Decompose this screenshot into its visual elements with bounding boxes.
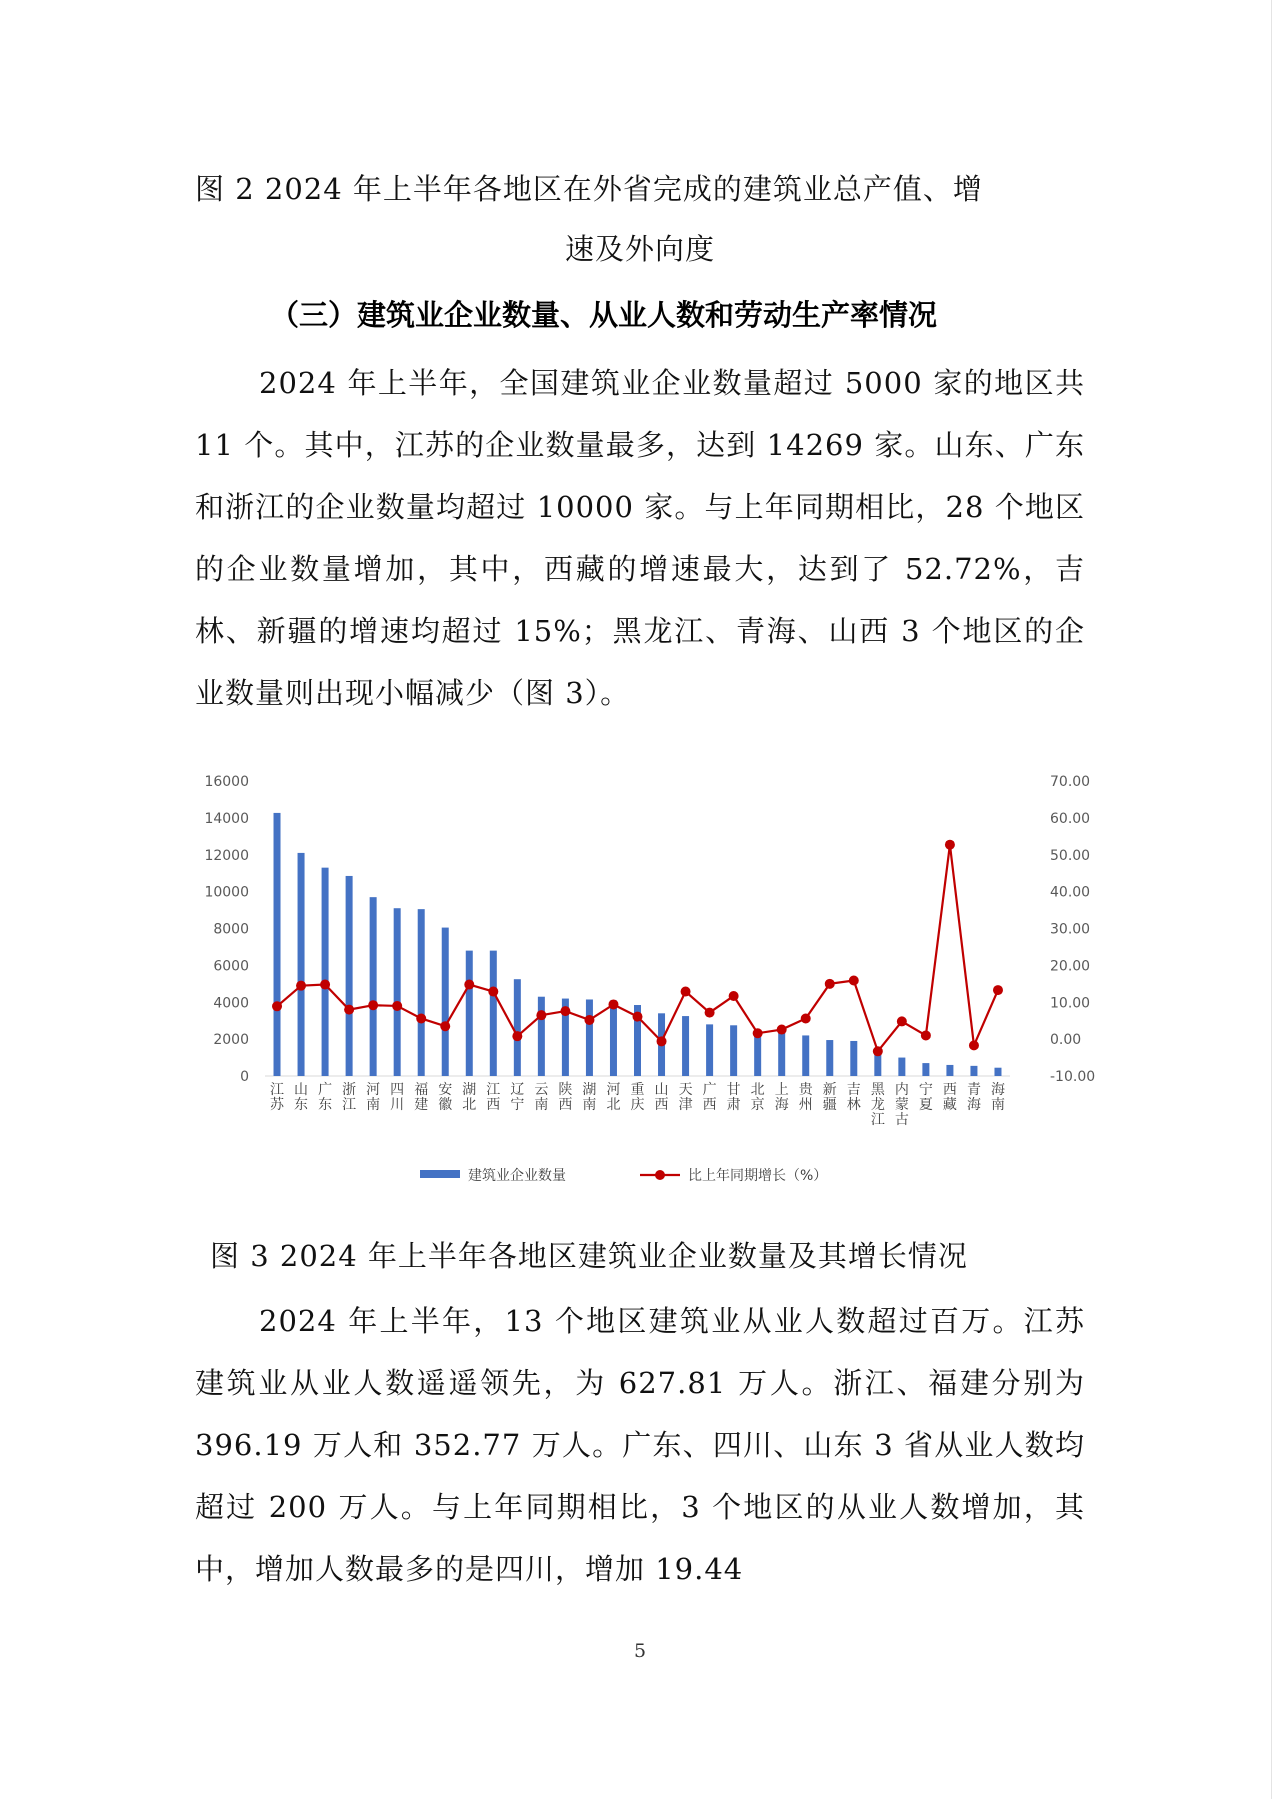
figure-3-caption: 图 3 2024 年上半年各地区建筑业企业数量及其增长情况	[210, 1239, 968, 1273]
y-left-tick-label: 4000	[213, 995, 249, 1012]
x-category-label: 湖北	[462, 1082, 477, 1113]
growth-point-北京	[753, 1028, 763, 1038]
growth-point-广西	[705, 1008, 715, 1018]
page-number: 5	[633, 1640, 647, 1662]
y-left-tick-label: 12000	[204, 847, 249, 864]
growth-point-甘肃	[729, 991, 739, 1001]
x-category-label: 上海	[774, 1082, 789, 1113]
bar-宁夏	[922, 1063, 929, 1076]
legend-line-label: 比上年同期增长（%）	[688, 1168, 828, 1184]
paragraph-1-text: 2024 年上半年，全国建筑业企业数量超过 5000 家的地区共 11 个。其中，江苏的企业数量最多，达到 14269 家。山东、广东和浙江的企业数量均超过 10000 家。与上年同期相比，28 个地区的企业数量增加，其中，西藏的增速最大，达到了 52.72%，吉林、新疆的增速均超过 15%；黑龙江、青海、山西 3 个地区的企业数量则出现小幅减少（图 3）。	[195, 366, 1085, 710]
y-right-tick-label: 60.00	[1050, 810, 1091, 827]
bar-云南	[538, 997, 545, 1076]
growth-point-江西	[488, 987, 498, 997]
bar-福建	[418, 909, 425, 1076]
x-category-label: 广东	[318, 1082, 333, 1113]
x-category-label: 辽宁	[510, 1082, 525, 1113]
growth-point-河北	[608, 999, 618, 1009]
y-right-tick-label: 30.00	[1050, 921, 1091, 938]
y-left-tick-label: 2000	[213, 1032, 249, 1049]
x-category-label: 陕西	[558, 1082, 573, 1113]
figure-2-caption-line-2: 速及外向度	[564, 232, 715, 266]
y-right-tick-label: 10.00	[1050, 995, 1091, 1012]
y-right-tick-label: 40.00	[1050, 884, 1091, 901]
bar-贵州	[802, 1035, 809, 1076]
legend-line-marker	[655, 1170, 665, 1180]
bar-黑龙江	[874, 1053, 881, 1076]
bar-内蒙古	[898, 1058, 905, 1076]
x-category-label: 海南	[990, 1082, 1005, 1113]
x-category-label: 江苏	[270, 1082, 285, 1113]
legend-bar-swatch	[420, 1170, 460, 1178]
y-left-tick-label: 6000	[213, 958, 249, 975]
figure-2-caption-line-1: 图 2 2024 年上半年各地区在外省完成的建筑业总产值、增	[195, 172, 983, 206]
x-category-label: 安徽	[438, 1082, 453, 1113]
growth-point-黑龙江	[873, 1046, 883, 1056]
bar-辽宁	[514, 979, 521, 1076]
growth-point-海南	[993, 985, 1003, 995]
growth-point-贵州	[801, 1013, 811, 1023]
bar-湖南	[586, 999, 593, 1076]
x-category-label: 浙江	[342, 1082, 357, 1113]
x-category-label: 宁夏	[918, 1082, 933, 1113]
paragraph-employees	[195, 1290, 1085, 1600]
y-right-tick-label: -10.00	[1050, 1069, 1096, 1085]
bar-海南	[994, 1068, 1001, 1076]
growth-point-四川	[392, 1001, 402, 1011]
bar-甘肃	[730, 1025, 737, 1076]
x-category-label: 四川	[390, 1082, 405, 1113]
growth-point-吉林	[849, 975, 859, 985]
bar-山东	[298, 853, 305, 1076]
growth-point-新疆	[825, 979, 835, 989]
paragraph-enterprise-count	[195, 352, 1085, 724]
legend-bar-label: 建筑业企业数量	[468, 1168, 566, 1184]
x-category-label: 天津	[678, 1082, 693, 1113]
growth-point-重庆	[633, 1012, 643, 1022]
bar-河北	[610, 1000, 617, 1076]
x-category-label: 河北	[606, 1082, 621, 1113]
x-category-label: 山西	[654, 1082, 669, 1113]
bar-广西	[706, 1024, 713, 1076]
y-left-tick-label: 0	[240, 1069, 249, 1085]
y-right-tick-label: 50.00	[1050, 847, 1091, 864]
growth-point-福建	[416, 1013, 426, 1023]
x-category-label: 甘肃	[726, 1082, 741, 1113]
growth-point-宁夏	[921, 1030, 931, 1040]
y-right-tick-label: 20.00	[1050, 958, 1091, 975]
bar-青海	[970, 1066, 977, 1076]
bar-新疆	[826, 1040, 833, 1076]
x-category-label: 黑龙江	[870, 1082, 885, 1128]
x-category-label: 湖南	[582, 1082, 597, 1113]
x-category-label: 青海	[966, 1082, 981, 1113]
growth-point-河南	[368, 1000, 378, 1010]
bar-西藏	[946, 1065, 953, 1076]
growth-point-浙江	[344, 1005, 354, 1015]
growth-point-湖南	[584, 1015, 594, 1025]
bar-吉林	[850, 1041, 857, 1076]
growth-point-上海	[777, 1025, 787, 1035]
y-right-tick-label: 70.00	[1050, 774, 1091, 790]
growth-point-山西	[657, 1036, 667, 1046]
bar-四川	[394, 908, 401, 1076]
x-category-label: 新疆	[822, 1082, 837, 1113]
growth-point-天津	[681, 987, 691, 997]
growth-point-辽宁	[512, 1031, 522, 1041]
enterprise-count-chart	[190, 765, 1096, 1195]
growth-point-云南	[536, 1010, 546, 1020]
growth-point-陕西	[560, 1006, 570, 1016]
growth-point-青海	[969, 1040, 979, 1050]
y-right-tick-label: 0.00	[1050, 1032, 1082, 1049]
bar-上海	[778, 1032, 785, 1076]
x-category-label: 江西	[486, 1082, 501, 1113]
growth-point-广东	[320, 980, 330, 990]
y-left-tick-label: 10000	[204, 884, 249, 901]
bar-广东	[322, 868, 329, 1076]
bar-天津	[682, 1016, 689, 1076]
x-category-label: 北京	[750, 1082, 765, 1113]
x-category-label: 河南	[366, 1082, 381, 1113]
bar-浙江	[346, 876, 353, 1076]
growth-point-西藏	[945, 840, 955, 850]
bar-湖北	[466, 951, 473, 1076]
growth-point-安徽	[440, 1021, 450, 1031]
paragraph-2-text: 2024 年上半年，13 个地区建筑业从业人数超过百万。江苏建筑业从业人数遥遥领先，为 627.81 万人。浙江、福建分别为 396.19 万人和 352.77 万人。广东、四川、山东 3 省从业人数均超过 200 万人。与上年同期相比，3 个地区的从业人数增加，其中，增加人数最多的是四川，增加 19.44	[195, 1304, 1085, 1586]
bar-河南	[370, 897, 377, 1076]
growth-point-内蒙古	[897, 1016, 907, 1026]
y-left-tick-label: 8000	[213, 921, 249, 938]
bar-江西	[490, 951, 497, 1076]
bar-江苏	[274, 813, 281, 1076]
growth-point-山东	[296, 981, 306, 991]
x-category-label: 重庆	[630, 1082, 645, 1113]
x-category-label: 贵州	[798, 1082, 813, 1113]
y-left-tick-label: 14000	[204, 810, 249, 827]
x-category-label: 内蒙古	[894, 1082, 909, 1128]
x-category-label: 福建	[414, 1082, 429, 1113]
x-category-label: 广西	[702, 1082, 717, 1113]
x-category-label: 山东	[294, 1082, 309, 1113]
page-edge	[1271, 0, 1272, 1799]
x-category-label: 吉林	[846, 1082, 861, 1113]
growth-point-江苏	[272, 1001, 282, 1011]
x-category-label: 西藏	[942, 1082, 957, 1113]
growth-point-湖北	[464, 980, 474, 990]
y-left-tick-label: 16000	[204, 774, 249, 790]
bar-安徽	[442, 928, 449, 1076]
x-category-label: 云南	[534, 1082, 549, 1113]
section-heading: （三）建筑业企业数量、从业人数和劳动生产率情况	[270, 298, 938, 332]
